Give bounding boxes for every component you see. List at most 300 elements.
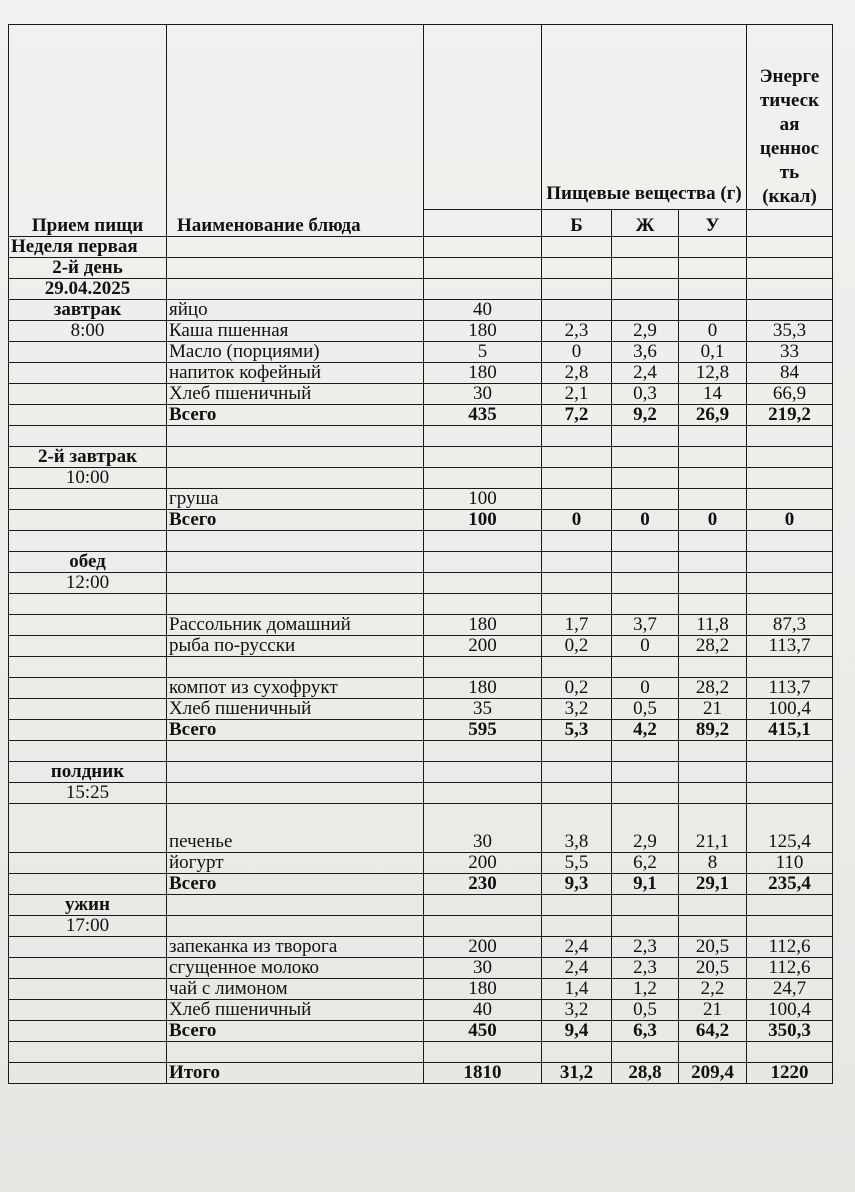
weight-cell: 180	[424, 363, 542, 384]
meal-cell	[9, 678, 167, 699]
weight-cell: 180	[424, 321, 542, 342]
meal-cell	[9, 958, 167, 979]
weight-cell: 40	[424, 1000, 542, 1021]
dish-cell	[167, 447, 424, 468]
fat-cell	[612, 531, 679, 552]
protein-cell: 31,2	[542, 1063, 612, 1084]
weight-cell	[424, 594, 542, 615]
meal-cell: 2-й завтрак	[9, 447, 167, 468]
dish-cell: чай с лимоном	[167, 979, 424, 1000]
carb-cell: 28,2	[679, 678, 747, 699]
header-dish: Наименование блюда	[167, 25, 424, 237]
table-row	[9, 363, 833, 384]
meal-cell	[9, 363, 167, 384]
meal-cell	[9, 615, 167, 636]
fat-cell	[612, 1042, 679, 1063]
fat-cell: 3,7	[612, 615, 679, 636]
carb-cell	[679, 741, 747, 762]
meal-cell	[9, 426, 167, 447]
dish-cell	[167, 468, 424, 489]
header-nutrients: Пищевые вещества (г)	[542, 25, 747, 210]
weight-cell	[424, 762, 542, 783]
fat-cell	[612, 300, 679, 321]
fat-cell	[612, 594, 679, 615]
meal-cell: 15:25	[9, 783, 167, 804]
energy-cell	[747, 447, 833, 468]
menu-table	[8, 24, 833, 1084]
weight-cell	[424, 916, 542, 937]
dish-cell: Всего	[167, 405, 424, 426]
fat-cell	[612, 657, 679, 678]
fat-cell	[612, 447, 679, 468]
dish-cell: Хлеб пшеничный	[167, 699, 424, 720]
table-row	[9, 762, 833, 783]
table-row	[9, 783, 833, 804]
carb-cell: 64,2	[679, 1021, 747, 1042]
carb-cell	[679, 916, 747, 937]
meal-cell	[9, 636, 167, 657]
protein-cell: 0	[542, 510, 612, 531]
fat-cell: 1,2	[612, 979, 679, 1000]
header-energy-line: ценнос	[759, 138, 820, 159]
total-row	[9, 720, 833, 741]
meal-cell: полдник	[9, 762, 167, 783]
dish-cell: Хлеб пшеничный	[167, 1000, 424, 1021]
week-label: Неделя первая	[9, 237, 167, 258]
header-energy	[747, 25, 833, 210]
weight-cell	[424, 657, 542, 678]
protein-cell: 3,8	[542, 804, 612, 853]
carb-cell: 21	[679, 1000, 747, 1021]
energy-cell: 35,3	[747, 321, 833, 342]
header-b: Б	[542, 210, 612, 237]
header-energy-sub	[747, 210, 833, 237]
table-row	[9, 937, 833, 958]
weight-cell: 435	[424, 405, 542, 426]
protein-cell: 2,4	[542, 937, 612, 958]
energy-cell	[747, 552, 833, 573]
energy-cell: 66,9	[747, 384, 833, 405]
weight-cell: 30	[424, 384, 542, 405]
weight-cell	[424, 573, 542, 594]
header-energy-line: ть	[779, 162, 800, 183]
carb-cell: 29,1	[679, 874, 747, 895]
fat-cell	[612, 552, 679, 573]
weight-cell	[424, 468, 542, 489]
fat-cell: 0	[612, 636, 679, 657]
table-row	[9, 489, 833, 510]
table-row	[9, 895, 833, 916]
energy-cell: 235,4	[747, 874, 833, 895]
carb-cell: 20,5	[679, 937, 747, 958]
protein-cell	[542, 426, 612, 447]
protein-cell	[542, 657, 612, 678]
carb-cell	[679, 657, 747, 678]
protein-cell	[542, 447, 612, 468]
fat-cell: 0,5	[612, 1000, 679, 1021]
dish-cell: Всего	[167, 510, 424, 531]
carb-cell	[679, 426, 747, 447]
carb-cell	[679, 573, 747, 594]
fat-cell	[612, 468, 679, 489]
dish-cell: Всего	[167, 720, 424, 741]
header-energy-lines	[749, 65, 830, 209]
table-row	[9, 699, 833, 720]
table-row	[9, 552, 833, 573]
weight-cell: 30	[424, 804, 542, 853]
carb-cell: 209,4	[679, 1063, 747, 1084]
protein-cell	[542, 1042, 612, 1063]
meal-cell	[9, 874, 167, 895]
fat-cell	[612, 916, 679, 937]
dish-cell: Масло (порциями)	[167, 342, 424, 363]
weight-cell	[424, 426, 542, 447]
header-zh: Ж	[612, 210, 679, 237]
protein-cell	[542, 895, 612, 916]
meal-cell	[9, 937, 167, 958]
dish-cell	[167, 552, 424, 573]
meal-cell	[9, 804, 167, 853]
protein-cell: 7,2	[542, 405, 612, 426]
table-row	[9, 447, 833, 468]
dish-cell: Итого	[167, 1063, 424, 1084]
table-row	[9, 1042, 833, 1063]
carb-cell: 0,1	[679, 342, 747, 363]
protein-cell: 5,3	[542, 720, 612, 741]
weight-cell: 30	[424, 958, 542, 979]
dish-cell: Хлеб пшеничный	[167, 384, 424, 405]
fat-cell: 6,2	[612, 853, 679, 874]
dish-cell	[167, 895, 424, 916]
weight-cell: 450	[424, 1021, 542, 1042]
weight-cell: 180	[424, 979, 542, 1000]
meal-cell: обед	[9, 552, 167, 573]
table-row	[9, 958, 833, 979]
dish-cell: яйцо	[167, 300, 424, 321]
protein-cell	[542, 552, 612, 573]
table-row	[9, 300, 833, 321]
carb-cell	[679, 300, 747, 321]
energy-cell	[747, 426, 833, 447]
weight-cell: 200	[424, 853, 542, 874]
energy-cell: 415,1	[747, 720, 833, 741]
dish-cell	[167, 594, 424, 615]
protein-cell: 2,8	[542, 363, 612, 384]
protein-cell: 0,2	[542, 636, 612, 657]
meal-cell	[9, 1000, 167, 1021]
carb-cell: 8	[679, 853, 747, 874]
total-row	[9, 874, 833, 895]
dish-cell	[167, 657, 424, 678]
protein-cell	[542, 531, 612, 552]
protein-cell	[542, 300, 612, 321]
fat-cell: 2,3	[612, 937, 679, 958]
energy-cell: 100,4	[747, 699, 833, 720]
dish-cell: Всего	[167, 874, 424, 895]
header-meal: Прием пищи	[9, 25, 167, 237]
fat-cell	[612, 762, 679, 783]
weight-cell: 200	[424, 937, 542, 958]
fat-cell: 2,9	[612, 804, 679, 853]
carb-cell: 0	[679, 321, 747, 342]
weight-cell: 180	[424, 678, 542, 699]
protein-cell: 9,3	[542, 874, 612, 895]
fat-cell	[612, 783, 679, 804]
carb-cell: 12,8	[679, 363, 747, 384]
carb-cell	[679, 531, 747, 552]
energy-cell	[747, 741, 833, 762]
table-row	[9, 426, 833, 447]
total-row	[9, 405, 833, 426]
fat-cell: 0,5	[612, 699, 679, 720]
table-row	[9, 853, 833, 874]
weight-cell: 230	[424, 874, 542, 895]
meal-cell	[9, 720, 167, 741]
dish-cell: груша	[167, 489, 424, 510]
energy-cell	[747, 1042, 833, 1063]
carb-cell: 11,8	[679, 615, 747, 636]
fat-cell	[612, 426, 679, 447]
header-energy-line: (ккал)	[762, 186, 817, 207]
carb-cell: 20,5	[679, 958, 747, 979]
carb-cell	[679, 783, 747, 804]
meal-cell	[9, 853, 167, 874]
carb-cell: 14	[679, 384, 747, 405]
dish-cell: йогурт	[167, 853, 424, 874]
dish-cell: Рассольник домашний	[167, 615, 424, 636]
energy-cell: 87,3	[747, 615, 833, 636]
dish-cell	[167, 573, 424, 594]
carb-cell: 26,9	[679, 405, 747, 426]
protein-cell	[542, 489, 612, 510]
energy-cell: 219,2	[747, 405, 833, 426]
carb-cell: 28,2	[679, 636, 747, 657]
energy-cell: 0	[747, 510, 833, 531]
protein-cell: 3,2	[542, 699, 612, 720]
carb-cell: 89,2	[679, 720, 747, 741]
meal-cell	[9, 531, 167, 552]
energy-cell	[747, 489, 833, 510]
table-row	[9, 594, 833, 615]
carb-cell	[679, 447, 747, 468]
carb-cell	[679, 895, 747, 916]
dish-cell	[167, 531, 424, 552]
header-weight-sub	[424, 210, 542, 237]
protein-cell: 3,2	[542, 1000, 612, 1021]
fat-cell	[612, 489, 679, 510]
energy-cell: 84	[747, 363, 833, 384]
table-row	[9, 321, 833, 342]
energy-cell	[747, 657, 833, 678]
carb-cell: 21	[679, 699, 747, 720]
fat-cell: 2,4	[612, 363, 679, 384]
table-row	[9, 342, 833, 363]
fat-cell: 9,1	[612, 874, 679, 895]
carb-cell: 0	[679, 510, 747, 531]
total-row	[9, 1063, 833, 1084]
protein-cell: 2,3	[542, 321, 612, 342]
day-row	[9, 258, 833, 279]
dish-cell: рыба по-русски	[167, 636, 424, 657]
carb-cell	[679, 1042, 747, 1063]
energy-cell: 113,7	[747, 636, 833, 657]
header-energy-line: тическ	[759, 90, 820, 111]
energy-cell: 350,3	[747, 1021, 833, 1042]
weight-cell	[424, 895, 542, 916]
energy-cell	[747, 468, 833, 489]
table-row	[9, 615, 833, 636]
protein-cell: 2,4	[542, 958, 612, 979]
energy-cell: 24,7	[747, 979, 833, 1000]
dish-cell: запеканка из творога	[167, 937, 424, 958]
table-row	[9, 916, 833, 937]
energy-cell	[747, 916, 833, 937]
weight-cell: 40	[424, 300, 542, 321]
dish-cell: напиток кофейный	[167, 363, 424, 384]
weight-cell	[424, 783, 542, 804]
dish-cell	[167, 1042, 424, 1063]
meal-cell	[9, 741, 167, 762]
fat-cell: 0,3	[612, 384, 679, 405]
energy-cell	[747, 895, 833, 916]
energy-cell	[747, 762, 833, 783]
weight-cell	[424, 741, 542, 762]
table-row	[9, 741, 833, 762]
energy-cell	[747, 573, 833, 594]
energy-cell: 33	[747, 342, 833, 363]
carb-cell: 21,1	[679, 804, 747, 853]
carb-cell	[679, 762, 747, 783]
fat-cell: 4,2	[612, 720, 679, 741]
carb-cell	[679, 489, 747, 510]
fat-cell: 0	[612, 510, 679, 531]
fat-cell: 2,3	[612, 958, 679, 979]
protein-cell	[542, 783, 612, 804]
protein-cell: 9,4	[542, 1021, 612, 1042]
day-label: 2-й день	[9, 258, 167, 279]
table-row	[9, 384, 833, 405]
header-row	[9, 25, 833, 210]
protein-cell: 5,5	[542, 853, 612, 874]
week-row	[9, 237, 833, 258]
meal-cell	[9, 510, 167, 531]
protein-cell	[542, 468, 612, 489]
protein-cell: 1,4	[542, 979, 612, 1000]
carb-cell	[679, 594, 747, 615]
meal-cell: 10:00	[9, 468, 167, 489]
table-row	[9, 1000, 833, 1021]
fat-cell: 2,9	[612, 321, 679, 342]
dish-cell	[167, 426, 424, 447]
protein-cell: 2,1	[542, 384, 612, 405]
weight-cell: 180	[424, 615, 542, 636]
meal-cell: ужин	[9, 895, 167, 916]
protein-cell	[542, 594, 612, 615]
fat-cell: 3,6	[612, 342, 679, 363]
carb-cell	[679, 552, 747, 573]
meal-cell	[9, 342, 167, 363]
table-row	[9, 468, 833, 489]
meal-cell	[9, 489, 167, 510]
energy-cell: 112,6	[747, 958, 833, 979]
weight-cell: 1810	[424, 1063, 542, 1084]
weight-cell: 5	[424, 342, 542, 363]
table-row	[9, 804, 833, 853]
weight-cell: 100	[424, 489, 542, 510]
dish-cell	[167, 916, 424, 937]
header-energy-line: ая	[779, 114, 800, 135]
fat-cell	[612, 573, 679, 594]
meal-cell: 12:00	[9, 573, 167, 594]
weight-cell	[424, 1042, 542, 1063]
carb-cell: 2,2	[679, 979, 747, 1000]
protein-cell: 0,2	[542, 678, 612, 699]
total-row	[9, 1021, 833, 1042]
header-u: У	[679, 210, 747, 237]
dish-cell	[167, 783, 424, 804]
energy-cell	[747, 594, 833, 615]
fat-cell	[612, 895, 679, 916]
weight-cell: 200	[424, 636, 542, 657]
dish-cell: компот из сухофрукт	[167, 678, 424, 699]
dish-cell: сгущенное молоко	[167, 958, 424, 979]
fat-cell: 6,3	[612, 1021, 679, 1042]
energy-cell: 112,6	[747, 937, 833, 958]
protein-cell	[542, 762, 612, 783]
table-row	[9, 573, 833, 594]
energy-cell	[747, 531, 833, 552]
meal-cell: 17:00	[9, 916, 167, 937]
date-label: 29.04.2025	[9, 279, 167, 300]
meal-cell	[9, 699, 167, 720]
meal-cell	[9, 1042, 167, 1063]
table-row	[9, 657, 833, 678]
energy-cell: 1220	[747, 1063, 833, 1084]
weight-cell	[424, 447, 542, 468]
fat-cell: 0	[612, 678, 679, 699]
weight-cell: 35	[424, 699, 542, 720]
date-row	[9, 279, 833, 300]
dish-cell: Всего	[167, 1021, 424, 1042]
weight-cell	[424, 531, 542, 552]
protein-cell	[542, 916, 612, 937]
meal-cell	[9, 594, 167, 615]
carb-cell	[679, 468, 747, 489]
header-weight	[424, 25, 542, 210]
dish-cell	[167, 762, 424, 783]
energy-cell: 100,4	[747, 1000, 833, 1021]
table-row	[9, 636, 833, 657]
table-row	[9, 678, 833, 699]
weight-cell: 595	[424, 720, 542, 741]
dish-cell: печенье	[167, 804, 424, 853]
table-row	[9, 979, 833, 1000]
protein-cell: 1,7	[542, 615, 612, 636]
fat-cell	[612, 741, 679, 762]
meal-cell	[9, 384, 167, 405]
protein-cell	[542, 741, 612, 762]
dish-cell	[167, 741, 424, 762]
meal-cell: завтрак	[9, 300, 167, 321]
meal-cell	[9, 1021, 167, 1042]
meal-cell	[9, 979, 167, 1000]
fat-cell: 9,2	[612, 405, 679, 426]
fat-cell: 28,8	[612, 1063, 679, 1084]
weight-cell	[424, 552, 542, 573]
meal-cell: 8:00	[9, 321, 167, 342]
energy-cell	[747, 300, 833, 321]
energy-cell: 125,4	[747, 804, 833, 853]
